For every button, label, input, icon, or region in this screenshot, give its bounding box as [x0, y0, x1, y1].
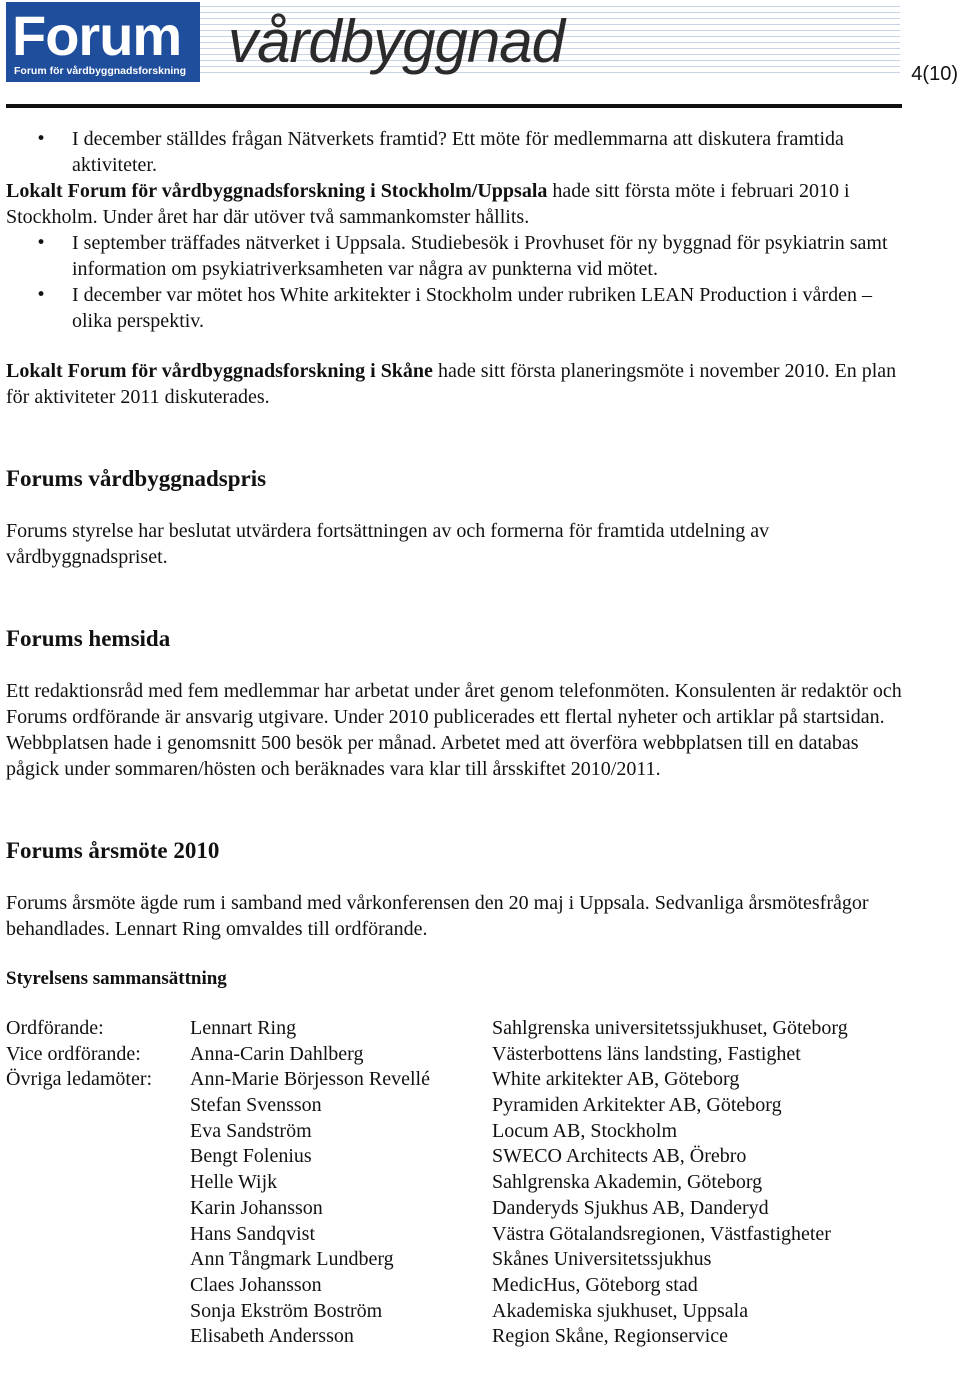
board-role — [6, 1170, 190, 1196]
board-role — [6, 1299, 190, 1325]
page-header — [0, 0, 960, 112]
section-heading-arsmote: Forums årsmöte 2010 — [6, 838, 220, 863]
board-heading: Styrelsens sammansättning — [6, 968, 227, 989]
section-heading-hemsida: Forums hemsida — [6, 626, 171, 651]
board-member-org: SWECO Architects AB, Örebro — [492, 1145, 747, 1168]
board-row — [6, 1324, 906, 1350]
intro-bullet-list — [6, 126, 906, 178]
logo-subtitle: Forum för vårdbyggnadsforskning — [14, 65, 187, 77]
board-member-name: Helle Wijk — [190, 1171, 278, 1194]
stockholm-bold: Lokalt Forum för vårdbyggnadsforskning i Stockholm/Uppsala — [6, 180, 548, 202]
document-body — [6, 126, 906, 1350]
stockholm-text: hade sitt första möte i februari 2010 i Stockholm. Under året har där utöver två sammankomster hållits. — [6, 180, 850, 228]
forum-logo — [6, 2, 200, 82]
board-role: Vice ordförande: — [6, 1042, 141, 1065]
board-member-org: Sahlgrenska Akademin, Göteborg — [492, 1171, 763, 1194]
board-row — [6, 1196, 906, 1222]
logo-word: Forum — [12, 4, 182, 67]
board-member-org: Västra Götalandsregionen, Västfastigheter — [492, 1222, 831, 1245]
board-row — [6, 1016, 906, 1042]
board-member-org: Danderyds Sjukhus AB, Danderyd — [492, 1196, 769, 1219]
board-role — [6, 1222, 190, 1248]
board-member-name: Elisabeth Andersson — [190, 1325, 354, 1348]
board-member-name: Stefan Svensson — [190, 1094, 322, 1117]
section-body-pris: Forums styrelse har beslutat utvärdera fortsättningen av och formerna för framtida utdelning av vårdbyggnadspriset. — [6, 520, 770, 568]
header-rule — [6, 104, 902, 108]
board-role — [6, 1273, 190, 1299]
board-member-name: Eva Sandström — [190, 1119, 312, 1142]
stockholm-paragraph — [6, 178, 906, 230]
board-row — [6, 1299, 906, 1325]
board-member-org: Pyramiden Arkitekter AB, Göteborg — [492, 1094, 782, 1117]
skane-paragraph — [6, 358, 906, 410]
board-role — [6, 1324, 190, 1350]
board-member-name: Anna-Carin Dahlberg — [190, 1042, 364, 1065]
board-role: Ordförande: — [6, 1017, 104, 1039]
board-role — [6, 1093, 190, 1119]
board-member-name: Claes Johansson — [190, 1273, 322, 1296]
skane-text: hade sitt första planeringsmöte i november 2010. En plan för aktiviteter 2011 diskuterades. — [6, 360, 897, 408]
board-member-name: Lennart Ring — [190, 1017, 297, 1039]
board-member-org: Sahlgrenska universitetssjukhuset, Göteborg — [492, 1017, 848, 1039]
section-heading-pris: Forums vårdbyggnadspris — [6, 466, 267, 491]
board-row — [6, 1093, 906, 1119]
board-member-org: Region Skåne, Regionservice — [492, 1325, 729, 1348]
board-member-name: Sonja Ekström Boström — [190, 1299, 383, 1322]
board-member-org: Locum AB, Stockholm — [492, 1119, 677, 1142]
board-role: Övriga ledamöter: — [6, 1068, 153, 1091]
board-row — [6, 1273, 906, 1299]
board-row — [6, 1119, 906, 1145]
list-item: • I december ställdes frågan Nätverkets framtid? Ett möte för medlemmarna att diskutera framtida aktiviteter. — [6, 126, 906, 178]
board-member-org: Akademiska sjukhuset, Uppsala — [492, 1299, 749, 1322]
board-member-name: Ann-Marie Börjesson Revellé — [190, 1068, 430, 1091]
list-item: • I september träffades nätverket i Uppsala. Studiebesök i Provhuset för ny byggnad för psykiatrin samt information om psykiatriverksamheten var några av punkterna vid mötet. — [6, 230, 906, 282]
board-row — [6, 1222, 906, 1248]
board-role — [6, 1144, 190, 1170]
board-member-name: Bengt Folenius — [190, 1145, 312, 1168]
board-row — [6, 1042, 906, 1068]
board-role — [6, 1247, 190, 1273]
board-member-name: Hans Sandqvist — [190, 1222, 315, 1245]
board-role — [6, 1196, 190, 1222]
board-table — [6, 1016, 906, 1350]
section-body-hemsida: Ett redaktionsråd med fem medlemmar har arbetat under året genom telefonmöten. Konsulenten är redaktör och Forums ordförande är ansvarig utgivare. Under 2010 publicerades ett flertal nyheter och artiklar på startsidan. Webbplatsen hade i genomsnitt 500 besök per månad. Arbetet med att överföra webbplatsen till en databas pågick under sommaren/hösten och beräknades vara klar till årsskiftet 2010/2011. — [6, 680, 902, 780]
product-title: vårdbyggnad — [228, 8, 564, 75]
board-member-org: White arkitekter AB, Göteborg — [492, 1068, 740, 1091]
board-member-name: Karin Johansson — [190, 1196, 323, 1219]
board-member-org: Skånes Universitetssjukhus — [492, 1248, 712, 1271]
board-member-org: Västerbottens läns landsting, Fastighet — [492, 1042, 801, 1065]
board-member-name: Ann Tångmark Lundberg — [190, 1248, 394, 1271]
section-body-arsmote: Forums årsmöte ägde rum i samband med vårkonferensen den 20 maj i Uppsala. Sedvanliga årsmötesfrågor behandlades. Lennart Ring omvaldes till ordförande. — [6, 892, 869, 940]
stockholm-bullet-list — [6, 230, 906, 334]
board-row — [6, 1170, 906, 1196]
skane-bold: Lokalt Forum för vårdbyggnadsforskning i Skåne — [6, 360, 433, 382]
board-role — [6, 1119, 190, 1145]
list-item: • I december var mötet hos White arkitekter i Stockholm under rubriken LEAN Production i vården – olika perspektiv. — [6, 282, 906, 334]
board-row — [6, 1247, 906, 1273]
board-row — [6, 1144, 906, 1170]
board-row — [6, 1067, 906, 1093]
page-number: 4(10) — [911, 63, 958, 85]
board-member-org: MedicHus, Göteborg stad — [492, 1273, 698, 1296]
